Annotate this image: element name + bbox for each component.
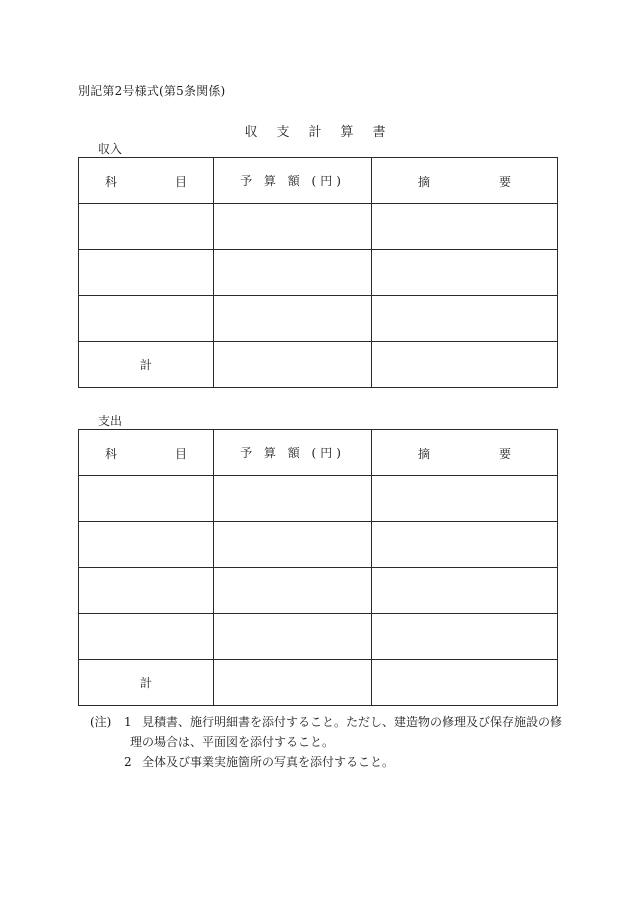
income-header-row (79, 158, 558, 204)
item-cell[interactable] (79, 614, 214, 660)
total-amount-cell[interactable] (214, 342, 372, 388)
expense-total-row (79, 660, 558, 706)
table-row (79, 522, 558, 568)
note-text: 全体及び事業実施箇所の写真を添付すること。 (142, 755, 395, 769)
note-number: 1 (124, 715, 132, 729)
note-item (90, 752, 570, 772)
table-row (79, 476, 558, 522)
header-item-char-2: 目 (174, 447, 187, 461)
notes-prefix: (注) (90, 715, 112, 729)
item-cell[interactable] (79, 204, 214, 250)
notes (90, 712, 570, 772)
header-item-char-2: 目 (174, 175, 187, 189)
header-remarks (372, 158, 558, 204)
table-row (79, 204, 558, 250)
total-remarks-cell[interactable] (372, 342, 558, 388)
total-amount-cell[interactable] (214, 660, 372, 706)
income-total-row (79, 342, 558, 388)
header-item-char-1: 科 (105, 447, 118, 461)
header-item (79, 430, 214, 476)
amount-cell[interactable] (214, 296, 372, 342)
note-number: 2 (124, 755, 132, 769)
total-remarks-cell[interactable] (372, 660, 558, 706)
remarks-cell[interactable] (372, 522, 558, 568)
income-table (78, 157, 558, 388)
note-text-continued: 理の場合は、平面図を添付すること。 (130, 735, 335, 749)
remarks-cell[interactable] (372, 568, 558, 614)
remarks-cell[interactable] (372, 204, 558, 250)
item-cell[interactable] (79, 568, 214, 614)
remarks-cell[interactable] (372, 250, 558, 296)
amount-cell[interactable] (214, 614, 372, 660)
total-label: 計 (79, 660, 214, 706)
header-remarks-char-1: 摘 (418, 447, 431, 461)
expense-section-label: 支出 (98, 414, 123, 428)
item-cell[interactable] (79, 476, 214, 522)
header-remarks-char-2: 要 (498, 175, 511, 189)
header-remarks (372, 430, 558, 476)
document-title: 収支計算書 (244, 125, 405, 140)
amount-cell[interactable] (214, 568, 372, 614)
note-item (90, 712, 570, 752)
item-cell[interactable] (79, 250, 214, 296)
header-remarks-char-2: 要 (498, 447, 511, 461)
header-item-char-1: 科 (105, 175, 118, 189)
header-remarks-char-1: 摘 (418, 175, 431, 189)
expense-header-row (79, 430, 558, 476)
form-label: 別記第2号様式(第5条関係) (78, 84, 226, 98)
remarks-cell[interactable] (372, 296, 558, 342)
note-text: 見積書、施行明細書を添付すること。ただし、建造物の修理及び保存施設の修 (142, 715, 563, 729)
amount-cell[interactable] (214, 476, 372, 522)
total-label: 計 (79, 342, 214, 388)
header-amount: 予 算 額 (円) (214, 430, 372, 476)
header-amount: 予 算 額 (円) (214, 158, 372, 204)
remarks-cell[interactable] (372, 476, 558, 522)
item-cell[interactable] (79, 296, 214, 342)
amount-cell[interactable] (214, 204, 372, 250)
income-section-label: 収入 (98, 142, 123, 156)
remarks-cell[interactable] (372, 614, 558, 660)
amount-cell[interactable] (214, 522, 372, 568)
header-item (79, 158, 214, 204)
expense-table (78, 429, 558, 706)
table-row (79, 568, 558, 614)
table-row (79, 296, 558, 342)
item-cell[interactable] (79, 522, 214, 568)
table-row (79, 250, 558, 296)
table-row (79, 614, 558, 660)
amount-cell[interactable] (214, 250, 372, 296)
